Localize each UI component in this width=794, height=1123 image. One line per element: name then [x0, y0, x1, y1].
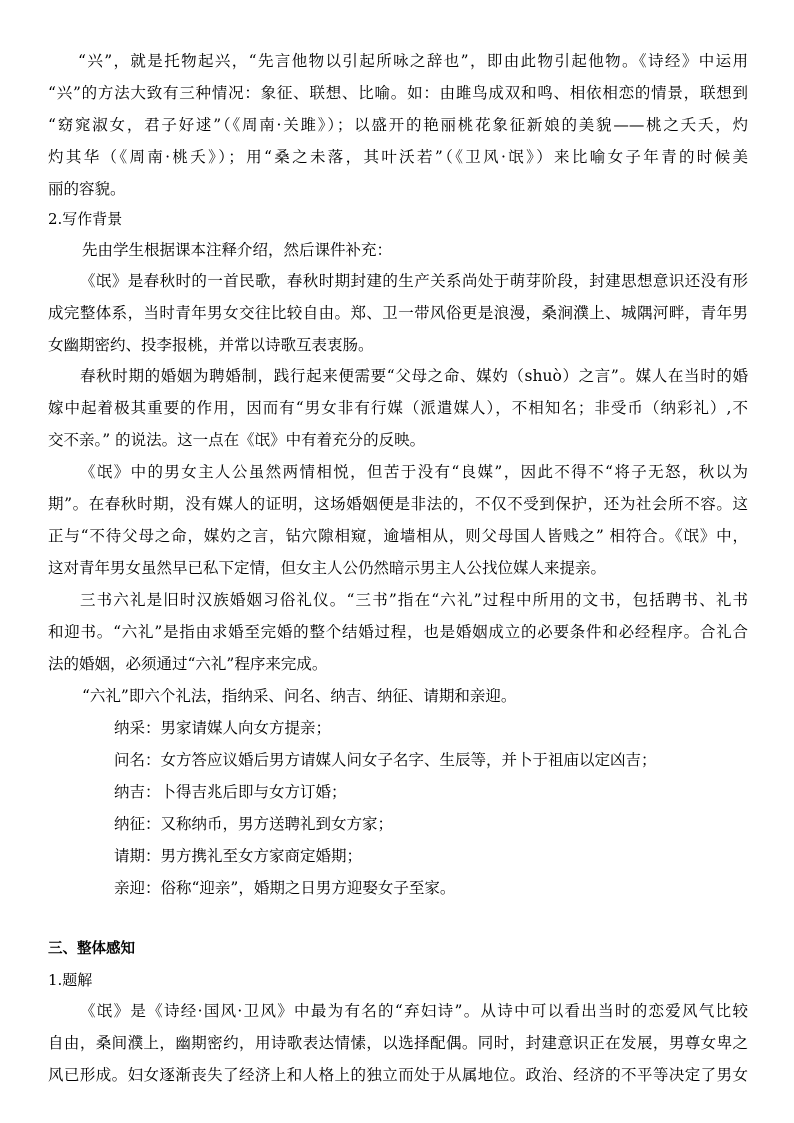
text-line: 《氓》是春秋时的一首民歌，春秋时期封建的生产关系尚处于萌芽阶段，封建思想意识还没有形	[80, 272, 748, 290]
text-line: 自由，桑间濮上，幽期密约，用诗歌表达情愫，以选择配偶。同时，封建意识正在发展，男尊女卑之	[48, 1034, 748, 1052]
list-item: 纳征：又称纳币，男方送聘礼到女方家；	[114, 815, 394, 833]
text-line: 这对青年男女虽然早已私下定情，但女主人公仍然暗示男主人公找位媒人来提亲。	[48, 559, 607, 577]
section-heading: 2.写作背景	[48, 210, 123, 228]
text-line: “兴”，就是托物起兴，“先言他物以引起所咏之辞也”，即由此物引起他物。《诗经》中运用	[78, 52, 748, 70]
text-line: 丽的容貌。	[48, 180, 126, 198]
text-line: 灼其华（《周南·桃夭》）；用“桑之未落，其叶沃若”（《卫风·氓》）来比喻女子年青的时候美	[48, 148, 748, 166]
list-item: 纳吉：卜得吉兆后即与女方订婚；	[114, 783, 347, 801]
text-line: “兴”的方法大致有三种情况：象征、联想、比喻。如：由雎鸟成双和鸣、相依相恋的情景，联想到	[48, 84, 748, 102]
text-line: 法的婚姻，必须通过“六礼”程序来完成。	[48, 655, 328, 673]
text-line: 三书六礼是旧时汉族婚姻习俗礼仪。“三书”指在“六礼”过程中所用的文书，包括聘书、礼书	[80, 591, 748, 609]
list-item: 请期：男方携礼至女方家商定婚期；	[114, 847, 363, 865]
intro-text: 先由学生根据课本注释介绍，然后课件补充：	[82, 241, 393, 259]
list-item: 纳采：男家请媒人向女方提亲；	[114, 719, 332, 737]
section-heading: 三、整体感知	[48, 941, 135, 957]
text-line: 嫁中起着极其重要的作用，因而有“男女非有行媒（派遣媒人），不相知名；非受币（纳彩礼）,不	[48, 399, 748, 417]
text-line: 交不亲。” 的说法。这一点在《氓》中有着充分的反映。	[48, 431, 426, 449]
text-line: 正与“不待父母之命，媒妁之言，钻穴隙相窥，逾墙相从，则父母国人皆贱之” 相符合。《氓》中，	[48, 527, 748, 545]
list-item: 亲迎：俗称“迎亲”，婚期之日男方迎娶女子至家。	[114, 879, 456, 897]
text-line: 春秋时期的婚姻为聘婚制，践行起来便需要“父母之命、媒妁（shuò）之言”。媒人在当时的婚	[80, 367, 748, 385]
text-line: 成完整体系，当时青年男女交往比较自由。郑、卫一带风俗更是浪漫，桑涧濮上、城隅河畔，青年男	[48, 304, 748, 322]
text-line: 和迎书。“六礼”是指由求婚至完婚的整个结婚过程，也是婚姻成立的必要条件和必经程序。合礼合	[48, 623, 748, 641]
text-line: 风已形成。妇女逐渐丧失了经济上和人格上的独立而处于从属地位。政治、经济的不平等决定了男女	[48, 1066, 748, 1084]
list-item: 问名：女方答应议婚后男方请媒人问女子名字、生辰等，并卜于祖庙以定凶吉；	[114, 751, 657, 769]
subsection-heading: 1.题解	[48, 971, 93, 989]
text-line: 女幽期密约、投李报桃，并常以诗歌互表衷肠。	[48, 336, 374, 354]
text-line: 《氓》是《诗经·国风·卫风》中最为有名的“弃妇诗”。从诗中可以看出当时的恋爱风气比较	[80, 1002, 748, 1020]
text-line: 期”。在春秋时期，没有媒人的证明，这场婚姻便是非法的，不仅不受到保护，还为社会所不容。这	[48, 495, 748, 513]
text-line: 《氓》中的男女主人公虽然两情相悦，但苦于没有“良媒”，因此不得不“将子无怒，秋以为	[80, 463, 748, 481]
liuli-intro: “六礼”即六个礼法，指纳采、问名、纳吉、纳征、请期和亲迎。	[82, 687, 517, 705]
text-line: “窈窕淑女，君子好逑”（《周南·关雎》）；以盛开的艳丽桃花象征新娘的美貌——桃之夭夭，灼	[48, 116, 748, 134]
